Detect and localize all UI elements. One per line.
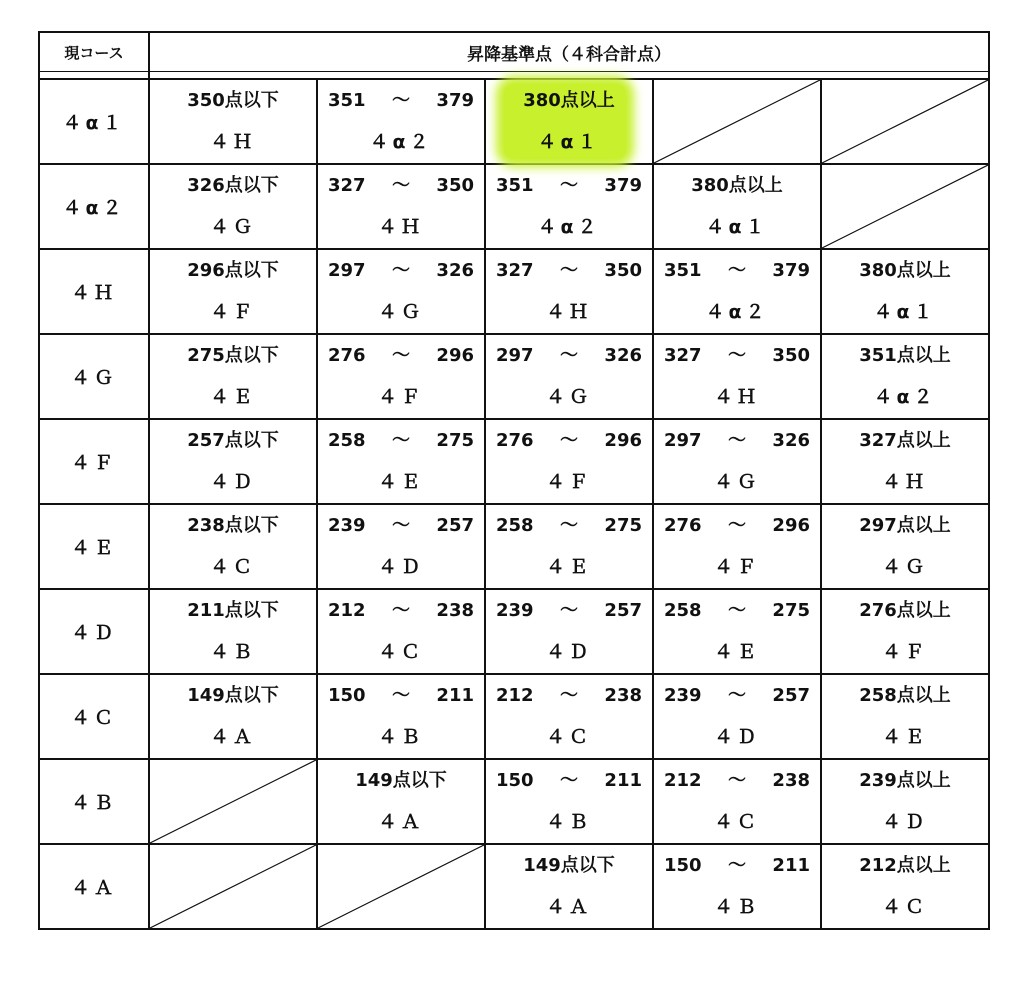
score-range-cell [485,164,653,249]
score-range-cell [485,589,653,674]
range-tilde: ～ [728,770,746,791]
score-threshold: 276点以上 [859,600,951,621]
score-range [654,511,820,541]
table-row [39,419,989,504]
diagonal-slash [822,165,988,248]
score-range [486,511,652,541]
destination-course: ４Ｄ [545,641,592,663]
range-to: 275 [772,600,810,621]
score-threshold-cell [149,589,317,674]
score-range [486,426,652,456]
current-course-header: 現コース [39,32,149,72]
score-threshold: 296点以下 [187,260,279,281]
score-range-cell [485,334,653,419]
destination-course: ４Ｂ [713,896,760,918]
destination-course: ４Ｅ [545,556,592,578]
range-to: 296 [436,345,474,366]
range-to: 257 [436,515,474,536]
destination-course: ４Ｃ [882,896,929,918]
diagonal-slash [822,80,988,163]
destination-course: ４Ｆ [882,641,929,663]
destination-course: ４Ｆ [713,556,760,578]
range-tilde: ～ [728,430,746,451]
destination-course: ４Ｄ [882,811,929,833]
score-range-cell [317,504,485,589]
range-to: 275 [436,430,474,451]
score-threshold-cell [149,504,317,589]
score-range [654,681,820,711]
current-course-cell: ４Ｄ [39,589,149,674]
diagonal-slash [318,845,484,928]
range-tilde: ～ [392,90,410,111]
range-from: 351 [496,175,534,196]
score-threshold: 238点以下 [187,515,279,536]
score-threshold: 149点以下 [523,855,615,876]
range-tilde: ～ [560,770,578,791]
score-range [318,86,484,116]
score-threshold-cell [149,674,317,759]
range-tilde: ～ [560,600,578,621]
empty-cell [821,79,989,164]
current-course-cell: ４Ｃ [39,674,149,759]
destination-course: ４α２ [537,216,601,238]
destination-course: ４α２ [705,301,769,323]
range-from: 276 [496,430,534,451]
range-from: 239 [496,600,534,621]
destination-course: ４α１ [705,216,769,238]
range-tilde: ～ [560,345,578,366]
table-row [39,844,989,929]
score-range-cell [485,674,653,759]
range-from: 212 [496,685,534,706]
score-range [318,171,484,201]
score-threshold-cell [149,334,317,419]
range-from: 239 [664,685,702,706]
current-course-cell: ４Ｅ [39,504,149,589]
destination-course: ４Ｇ [545,386,592,408]
range-from: 239 [328,515,366,536]
score-range-cell [317,674,485,759]
score-threshold: 149点以下 [355,770,447,791]
range-from: 297 [496,345,534,366]
range-from: 327 [664,345,702,366]
score-threshold: 275点以下 [187,345,279,366]
destination-course: ４Ｃ [209,556,256,578]
score-range [486,766,652,796]
range-from: 258 [328,430,366,451]
destination-course: ４Ｃ [713,811,760,833]
range-to: 211 [604,770,642,791]
range-tilde: ～ [728,345,746,366]
range-tilde: ～ [560,685,578,706]
range-tilde: ～ [392,685,410,706]
range-from: 276 [328,345,366,366]
score-threshold-cell [149,164,317,249]
table-row [39,249,989,334]
score-threshold: 350点以下 [187,90,279,111]
range-tilde: ～ [392,515,410,536]
score-range [654,256,820,286]
score-range-cell [485,759,653,844]
destination-course: ４Ａ [545,896,592,918]
destination-course: ４Ｄ [209,471,256,493]
destination-course: ４Ｄ [713,726,760,748]
range-tilde: ～ [392,175,410,196]
score-threshold-cell [149,419,317,504]
score-range [318,511,484,541]
destination-course: ４α２ [369,131,433,153]
range-to: 238 [436,600,474,621]
range-to: 350 [436,175,474,196]
score-range-cell [485,504,653,589]
range-tilde: ～ [728,855,746,876]
score-threshold-cell [149,249,317,334]
range-to: 257 [772,685,810,706]
table-row [39,164,989,249]
score-range-cell [653,419,821,504]
destination-course: ４Ｈ [209,131,256,153]
range-tilde: ～ [392,600,410,621]
empty-cell [149,844,317,929]
destination-course: ４Ｅ [209,386,256,408]
score-range-cell [317,334,485,419]
score-threshold-cell [821,419,989,504]
range-from: 351 [664,260,702,281]
table-row [39,589,989,674]
destination-course: ４Ｃ [377,641,424,663]
destination-course: ４Ｅ [882,726,929,748]
range-from: 150 [496,770,534,791]
current-course-cell: ４α２ [39,164,149,249]
range-from: 212 [664,770,702,791]
score-range-cell [653,504,821,589]
empty-cell [317,844,485,929]
range-to: 257 [604,600,642,621]
range-from: 297 [328,260,366,281]
destination-course: ４Ｈ [713,386,760,408]
range-to: 350 [604,260,642,281]
score-threshold: 297点以上 [859,515,951,536]
destination-course: ４α１ [873,301,937,323]
current-course-cell: ４α１ [39,79,149,164]
range-to: 238 [772,770,810,791]
score-range [654,596,820,626]
current-course-cell: ４Ａ [39,844,149,929]
table-row [39,674,989,759]
score-threshold: 380点以上 [691,175,783,196]
range-from: 276 [664,515,702,536]
score-threshold: 211点以下 [187,600,279,621]
destination-course: ４Ｆ [545,471,592,493]
destination-course: ４Ｈ [882,471,929,493]
diagonal-slash [150,760,316,843]
score-threshold-cell [821,759,989,844]
score-range [654,426,820,456]
score-range [318,596,484,626]
destination-course: ４Ｈ [377,216,424,238]
score-range-cell [653,334,821,419]
range-from: 327 [328,175,366,196]
destination-course: ４Ｂ [209,641,256,663]
score-threshold-cell [821,249,989,334]
range-from: 258 [664,600,702,621]
score-range-cell [653,589,821,674]
destination-course: ４Ｇ [209,216,256,238]
promotion-criteria-table [38,31,990,930]
destination-course: ４α１ [537,131,601,153]
range-from: 150 [328,685,366,706]
score-range [654,851,820,881]
range-to: 326 [436,260,474,281]
score-range-cell [317,249,485,334]
empty-cell [821,164,989,249]
range-tilde: ～ [392,260,410,281]
range-tilde: ～ [560,430,578,451]
score-range-cell [653,759,821,844]
range-tilde: ～ [560,260,578,281]
score-range [486,171,652,201]
destination-course: ４Ｇ [713,471,760,493]
destination-course: ４Ｃ [545,726,592,748]
score-threshold-cell [485,844,653,929]
score-range [318,426,484,456]
range-to: 379 [436,90,474,111]
score-threshold-cell [821,589,989,674]
range-tilde: ～ [728,600,746,621]
diagonal-slash [150,845,316,928]
score-threshold: 258点以上 [859,685,951,706]
score-threshold-cell [653,164,821,249]
score-threshold: 326点以下 [187,175,279,196]
destination-course: ４Ｈ [545,301,592,323]
score-threshold-cell [149,79,317,164]
score-range-cell [485,419,653,504]
range-to: 238 [604,685,642,706]
range-from: 297 [664,430,702,451]
range-tilde: ～ [392,345,410,366]
score-threshold-cell [821,844,989,929]
destination-course: ４α２ [873,386,937,408]
score-threshold: 257点以下 [187,430,279,451]
destination-course: ４Ｇ [882,556,929,578]
destination-course: ４Ｂ [377,726,424,748]
score-threshold: 380点以上 [859,260,951,281]
score-range-cell [653,844,821,929]
score-range-cell [317,589,485,674]
range-to: 296 [772,515,810,536]
destination-course: ４Ａ [377,811,424,833]
range-to: 296 [604,430,642,451]
destination-course: ４Ｂ [545,811,592,833]
range-from: 212 [328,600,366,621]
current-course-cell: ４Ｆ [39,419,149,504]
range-to: 326 [604,345,642,366]
range-from: 258 [496,515,534,536]
score-range-cell [653,249,821,334]
score-range-cell [317,79,485,164]
destination-course: ４Ｅ [713,641,760,663]
range-tilde: ～ [728,515,746,536]
destination-course: ４Ｆ [209,301,256,323]
destination-course: ４Ａ [209,726,256,748]
score-threshold-cell [821,334,989,419]
range-tilde: ～ [728,260,746,281]
header-row [39,32,989,72]
current-course-cell: ４Ｇ [39,334,149,419]
range-from: 327 [496,260,534,281]
range-from: 351 [328,90,366,111]
score-threshold: 351点以上 [859,345,951,366]
table-row [39,504,989,589]
diagonal-slash [654,80,820,163]
score-range [654,341,820,371]
range-to: 211 [436,685,474,706]
range-tilde: ～ [392,430,410,451]
score-threshold-cell [317,759,485,844]
range-to: 379 [604,175,642,196]
destination-course: ４Ｆ [377,386,424,408]
score-threshold: 380点以上 [523,90,615,111]
criteria-table-container [38,31,988,930]
range-tilde: ～ [560,515,578,536]
range-to: 350 [772,345,810,366]
score-range [318,341,484,371]
score-threshold: 239点以上 [859,770,951,791]
score-range [318,681,484,711]
score-threshold: 149点以下 [187,685,279,706]
table-title: 昇降基準点（４科合計点） [149,32,989,72]
table-row [39,79,989,164]
score-range-cell [317,164,485,249]
range-to: 379 [772,260,810,281]
destination-course: ４Ｄ [377,556,424,578]
range-tilde: ～ [728,685,746,706]
score-threshold-cell [821,504,989,589]
score-range-cell [485,249,653,334]
score-threshold-cell [485,79,653,164]
range-to: 275 [604,515,642,536]
empty-cell [149,759,317,844]
score-range-cell [653,674,821,759]
score-range [486,681,652,711]
score-threshold-cell [821,674,989,759]
range-to: 211 [772,855,810,876]
range-from: 150 [664,855,702,876]
score-range [654,766,820,796]
header-separator [39,72,989,80]
score-range [486,341,652,371]
current-course-cell: ４Ｂ [39,759,149,844]
destination-course: ４Ｅ [377,471,424,493]
score-threshold: 212点以上 [859,855,951,876]
score-range-cell [317,419,485,504]
score-range [486,256,652,286]
score-threshold: 327点以上 [859,430,951,451]
range-to: 326 [772,430,810,451]
empty-cell [653,79,821,164]
score-range [318,256,484,286]
current-course-cell: ４Ｈ [39,249,149,334]
table-row [39,334,989,419]
score-range [486,596,652,626]
destination-course: ４Ｇ [377,301,424,323]
range-tilde: ～ [560,175,578,196]
table-row [39,759,989,844]
